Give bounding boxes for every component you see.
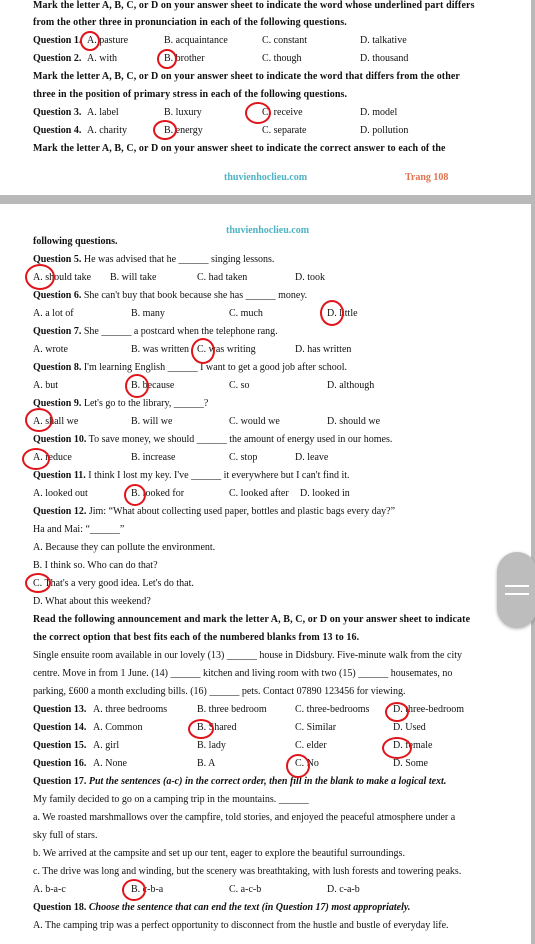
q17-option-d[interactable]: D. c-a-b	[327, 884, 360, 895]
q11-option-c[interactable]: C. looked after	[229, 488, 289, 499]
q9-option-b[interactable]: B. will we	[131, 416, 173, 427]
instruction-2-line-2: three in the position of primary stress in each of the following questions.	[33, 89, 348, 100]
header-site: thuvienhoclieu.com	[226, 225, 310, 236]
q15-option-a[interactable]: A. girl	[93, 740, 120, 751]
q16-option-b[interactable]: B. A	[197, 758, 216, 769]
q1-option-b[interactable]: B. acquaintance	[164, 35, 228, 46]
q7-option-a[interactable]: A. wrote	[33, 344, 68, 355]
instruction-4-line-1: Read the following announcement and mark the letter A, B, C, or D on your answer sheet to indicate	[33, 614, 471, 625]
q3-option-c[interactable]: C. receive	[262, 107, 303, 118]
q16-option-a[interactable]: A. None	[93, 758, 127, 769]
q5-option-a[interactable]: A. should take	[33, 272, 92, 283]
q17-sentence-a-line-1: a. We roasted marshmallows over the campfire, told stories, and enjoyed the peaceful atmosphere under a	[33, 812, 456, 823]
q3-option-a[interactable]: A. label	[87, 107, 119, 118]
q17-option-a[interactable]: A. b-a-c	[33, 884, 66, 895]
q5-option-b[interactable]: B. will take	[110, 272, 157, 283]
q12-option-c[interactable]: C. That's a very good idea. Let's do that.	[33, 578, 194, 589]
passage-line-1: Single ensuite room available in our lovely (13) ______ house in Didsbury. Five-minute walk from the city	[33, 650, 462, 661]
q14-option-d[interactable]: D. Used	[393, 722, 426, 733]
question-18: Question 18. Choose the sentence that can end the text (in Question 17) most appropriately.	[33, 902, 411, 913]
footer-site: thuvienhoclieu.com	[224, 172, 308, 183]
question-3-label: Question 3.	[33, 107, 82, 118]
q1-option-a[interactable]: A. pasture	[87, 35, 129, 46]
question-17: Question 17. Put the sentences (a-c) in the correct order, then fill in the blank to make a logical text.	[33, 776, 447, 787]
question-4-label: Question 4.	[33, 125, 82, 136]
q14-option-c[interactable]: C. Similar	[295, 722, 337, 733]
q9-option-c[interactable]: C. would we	[229, 416, 280, 427]
q13-option-d[interactable]: D. three-bedroom	[393, 704, 465, 715]
scroll-grip-line-top	[505, 585, 529, 587]
q8-option-c[interactable]: C. so	[229, 380, 250, 391]
q11-option-b[interactable]: B. looked for	[131, 488, 185, 499]
q4-option-d[interactable]: D. pollution	[360, 125, 409, 136]
q7-option-b[interactable]: B. was written	[131, 344, 190, 355]
q17-intro: My family decided to go on a camping trip in the mountains. ______	[33, 794, 309, 805]
q6-option-d[interactable]: D. little	[327, 308, 358, 319]
q8-option-b[interactable]: B. because	[131, 380, 175, 391]
question-11: Question 11. I think I lost my key. I've ______ it everywhere but I can't find it.	[33, 470, 350, 481]
q17-sentence-b: b. We arrived at the campsite and set up our tent, eager to explore the beautiful surroundings.	[33, 848, 405, 859]
q10-option-d[interactable]: D. leave	[295, 452, 329, 463]
question-12-line-2: Ha and Mai: “______”	[33, 524, 125, 535]
q15-option-b[interactable]: B. lady	[197, 740, 226, 751]
q2-option-a[interactable]: A. with	[87, 53, 117, 64]
instruction-2-line-1: Mark the letter A, B, C, or D on your answer sheet to indicate the word that differs from the other	[33, 71, 460, 82]
q17-option-b[interactable]: B. c-b-a	[131, 884, 164, 895]
instruction-4-line-2: the correct option that best fits each of the numbered blanks from 13 to 16.	[33, 632, 360, 643]
question-15-label: Question 15.	[33, 740, 87, 751]
q16-option-d[interactable]: D. Some	[393, 758, 428, 769]
q2-option-b[interactable]: B. brother	[164, 53, 205, 64]
question-10: Question 10. To save money, we should ______ the amount of energy used in our homes.	[33, 434, 393, 445]
instruction-3-line-1: Mark the letter A, B, C, or D on your answer sheet to indicate the correct answer to each of the	[33, 143, 446, 154]
q18-option-a[interactable]: A. The camping trip was a perfect opportunity to disconnect from the hustle and bustle of everyday life.	[33, 920, 449, 931]
q1-option-c[interactable]: C. constant	[262, 35, 307, 46]
question-16-label: Question 16.	[33, 758, 87, 769]
page-2	[0, 204, 531, 944]
question-8: Question 8. I'm learning English ______ I want to get a good job after school.	[33, 362, 347, 373]
q4-option-b[interactable]: B. energy	[164, 125, 203, 136]
q11-option-a[interactable]: A. looked out	[33, 488, 88, 499]
question-7: Question 7. She ______ a postcard when the telephone rang.	[33, 326, 278, 337]
q13-option-c[interactable]: C. three-bedrooms	[295, 704, 370, 715]
q5-option-d[interactable]: D. took	[295, 272, 325, 283]
footer-page-number: Trang 108	[405, 172, 449, 183]
question-13-label: Question 13.	[33, 704, 87, 715]
q16-option-c[interactable]: C. No	[295, 758, 319, 769]
scroll-handle[interactable]	[497, 552, 535, 628]
question-1-label: Question 1.	[33, 35, 82, 46]
q10-option-c[interactable]: C. stop	[229, 452, 258, 463]
q8-option-d[interactable]: D. although	[327, 380, 375, 391]
q8-option-a[interactable]: A. but	[33, 380, 58, 391]
q4-option-a[interactable]: A. charity	[87, 125, 127, 136]
q2-option-d[interactable]: D. thousand	[360, 53, 409, 64]
q12-option-d[interactable]: D. What about this weekend?	[33, 596, 151, 607]
q2-option-c[interactable]: C. though	[262, 53, 302, 64]
q1-option-d[interactable]: D. talkative	[360, 35, 407, 46]
question-12: Question 12. Jim: “What about collecting used paper, bottles and plastic bags every day?”	[33, 506, 396, 517]
question-6: Question 6. She can't buy that book because she has ______ money.	[33, 290, 308, 301]
page-1	[0, 0, 531, 195]
q7-option-d[interactable]: D. has written	[295, 344, 352, 355]
q10-option-b[interactable]: B. increase	[131, 452, 176, 463]
q5-option-c[interactable]: C. had taken	[197, 272, 248, 283]
q11-option-d[interactable]: D. looked in	[300, 488, 350, 499]
q17-sentence-a-line-2: sky full of stars.	[33, 830, 98, 841]
passage-line-3: parking, £600 a month excluding bills. (16) ______ pets. Contact 07890 123456 for viewing.	[33, 686, 406, 697]
q7-option-c[interactable]: C. was writing	[197, 344, 256, 355]
q3-option-d[interactable]: D. model	[360, 107, 398, 118]
q10-option-a[interactable]: A. reduce	[33, 452, 72, 463]
q6-option-a[interactable]: A. a lot of	[33, 308, 74, 319]
q15-option-d[interactable]: D. female	[393, 740, 433, 751]
q13-option-a[interactable]: A. three bedrooms	[93, 704, 168, 715]
q14-option-a[interactable]: A. Common	[93, 722, 143, 733]
q13-option-b[interactable]: B. three bedroom	[197, 704, 267, 715]
q17-option-c[interactable]: C. a-c-b	[229, 884, 262, 895]
q17-sentence-c: c. The drive was long and winding, but the scenery was breathtaking, with lush forests and towering peaks.	[33, 866, 462, 877]
q15-option-c[interactable]: C. elder	[295, 740, 327, 751]
scroll-grip-line-bottom	[505, 593, 529, 595]
question-2-label: Question 2.	[33, 53, 82, 64]
q9-option-a[interactable]: A. shall we	[33, 416, 79, 427]
q9-option-d[interactable]: D. should we	[327, 416, 381, 427]
question-9: Question 9. Let's go to the library, ______?	[33, 398, 209, 409]
q12-option-b[interactable]: B. I think so. Who can do that?	[33, 560, 158, 571]
instruction-1-line-1: Mark the letter A, B, C, or D on your answer sheet to indicate the word whose underlined part differs	[33, 0, 475, 11]
q12-option-a[interactable]: A. Because they can pollute the environment.	[33, 542, 216, 553]
instruction-1-line-2: from the other three in pronunciation in each of the following questions.	[33, 17, 347, 28]
question-14-label: Question 14.	[33, 722, 87, 733]
q6-option-b[interactable]: B. many	[131, 308, 165, 319]
q3-option-b[interactable]: B. luxury	[164, 107, 202, 118]
q6-option-c[interactable]: C. much	[229, 308, 263, 319]
passage-line-2: centre. Move in from 1 June. (14) ______ kitchen and living room with two (15) ______ housemates, no	[33, 668, 453, 679]
instruction-3-line-2: following questions.	[33, 236, 118, 247]
q14-option-b[interactable]: B. Shared	[197, 722, 237, 733]
q4-option-c[interactable]: C. separate	[262, 125, 307, 136]
question-5: Question 5. He was advised that he ______ singing lessons.	[33, 254, 275, 265]
